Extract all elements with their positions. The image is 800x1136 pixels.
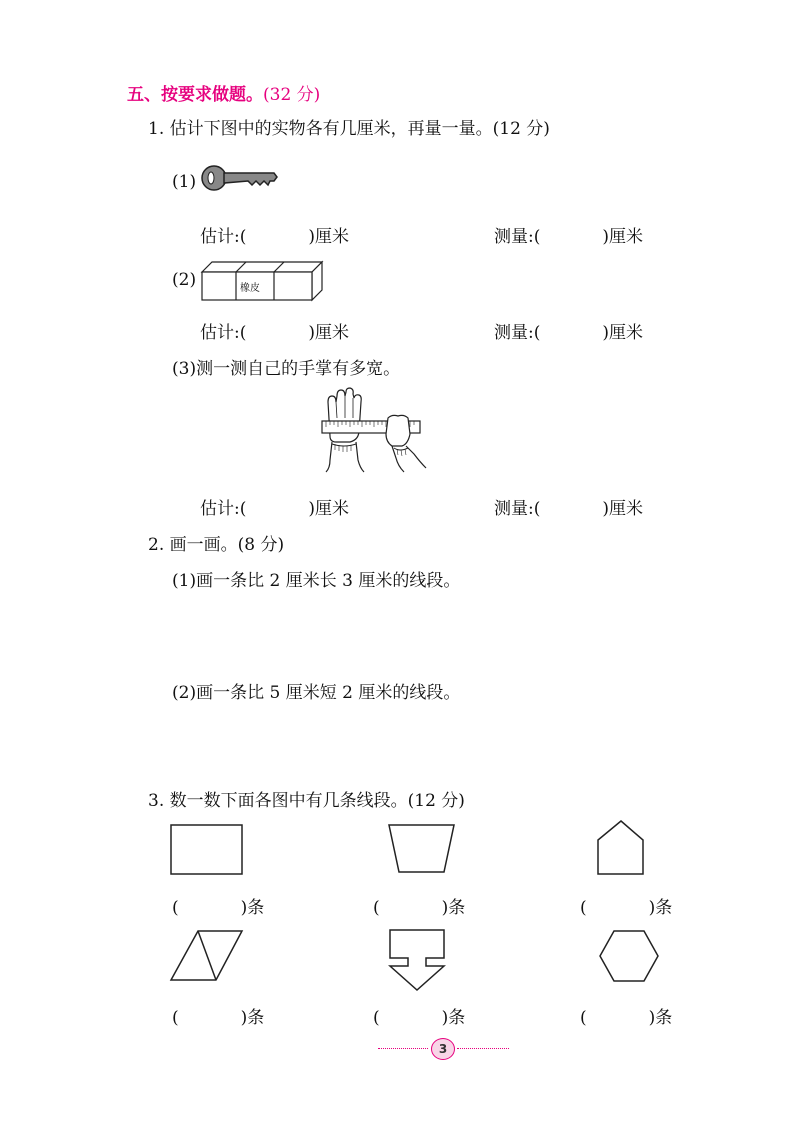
eraser-label: 橡皮	[240, 283, 260, 294]
q1-item2-label: (2)	[172, 270, 197, 290]
q1-item1-estimate	[200, 222, 349, 247]
q1-item2-measure	[494, 318, 643, 343]
q1-title: 1. 估计下图中的实物各有几厘米，再量一量。(12 分)	[148, 119, 550, 139]
unit-suffix: )厘米	[308, 499, 350, 519]
footer-dots-left	[378, 1048, 428, 1049]
section-title-text: 五、按要求做题。	[127, 85, 263, 105]
rectangle-figure	[170, 824, 244, 876]
measure-prefix: 测量:(	[494, 499, 541, 519]
q3-answer-4	[172, 1003, 264, 1028]
footer-dots-right	[457, 1048, 509, 1049]
q2-item2-drawing-area[interactable]	[172, 706, 672, 776]
hexagon-figure	[598, 930, 660, 982]
q1-item3-estimate	[200, 494, 349, 519]
estimate-prefix: 估计:(	[200, 499, 247, 519]
q3-answer-5	[373, 1003, 465, 1028]
q1-item1-label: (1)	[172, 172, 197, 192]
count-suffix: )条	[648, 1008, 673, 1028]
open-paren: (	[172, 1008, 179, 1028]
arrow-figure	[386, 928, 450, 992]
q3-answer-1	[172, 893, 264, 918]
estimate-prefix: 估计:(	[200, 323, 247, 343]
count-suffix: )条	[441, 898, 466, 918]
count-suffix: )条	[240, 898, 265, 918]
q3-answer-6	[580, 1003, 672, 1028]
q3-answer-3	[580, 893, 672, 918]
hand-ruler-illustration	[318, 388, 428, 472]
q1-item3-label: (3)测一测自己的手掌有多宽。	[172, 359, 401, 379]
q1-item3-measure	[494, 494, 643, 519]
unit-suffix: )厘米	[308, 323, 350, 343]
unit-suffix: )厘米	[602, 323, 644, 343]
trapezoid-figure	[388, 824, 456, 874]
q1-item1-measure	[494, 222, 643, 247]
unit-suffix: )厘米	[602, 499, 644, 519]
measure-prefix: 测量:(	[494, 323, 541, 343]
open-paren: (	[373, 1008, 380, 1028]
count-suffix: )条	[441, 1008, 466, 1028]
open-paren: (	[580, 1008, 587, 1028]
parallelogram-diagonal-figure	[170, 930, 244, 982]
q2-item1-drawing-area[interactable]	[172, 594, 672, 664]
unit-suffix: )厘米	[308, 227, 350, 247]
q2-item2: (2)画一条比 5 厘米短 2 厘米的线段。	[172, 683, 461, 703]
open-paren: (	[172, 898, 179, 918]
q1-item2-estimate	[200, 318, 349, 343]
unit-suffix: )厘米	[602, 227, 644, 247]
key-icon	[200, 160, 280, 196]
estimate-prefix: 估计:(	[200, 227, 247, 247]
q2-item1: (1)画一条比 2 厘米长 3 厘米的线段。	[172, 571, 461, 591]
section-points: (32 分)	[263, 85, 321, 105]
q3-title: 3. 数一数下面各图中有几条线段。(12 分)	[148, 791, 465, 811]
page-number: 3	[431, 1038, 455, 1060]
open-paren: (	[373, 898, 380, 918]
count-suffix: )条	[648, 898, 673, 918]
q2-title: 2. 画一画。(8 分)	[148, 535, 285, 555]
section-title	[127, 80, 320, 105]
measure-prefix: 测量:(	[494, 227, 541, 247]
count-suffix: )条	[240, 1008, 265, 1028]
pentagon-house-figure	[597, 820, 645, 876]
eraser-box-figure	[200, 258, 324, 302]
open-paren: (	[580, 898, 587, 918]
q3-answer-2	[373, 893, 465, 918]
